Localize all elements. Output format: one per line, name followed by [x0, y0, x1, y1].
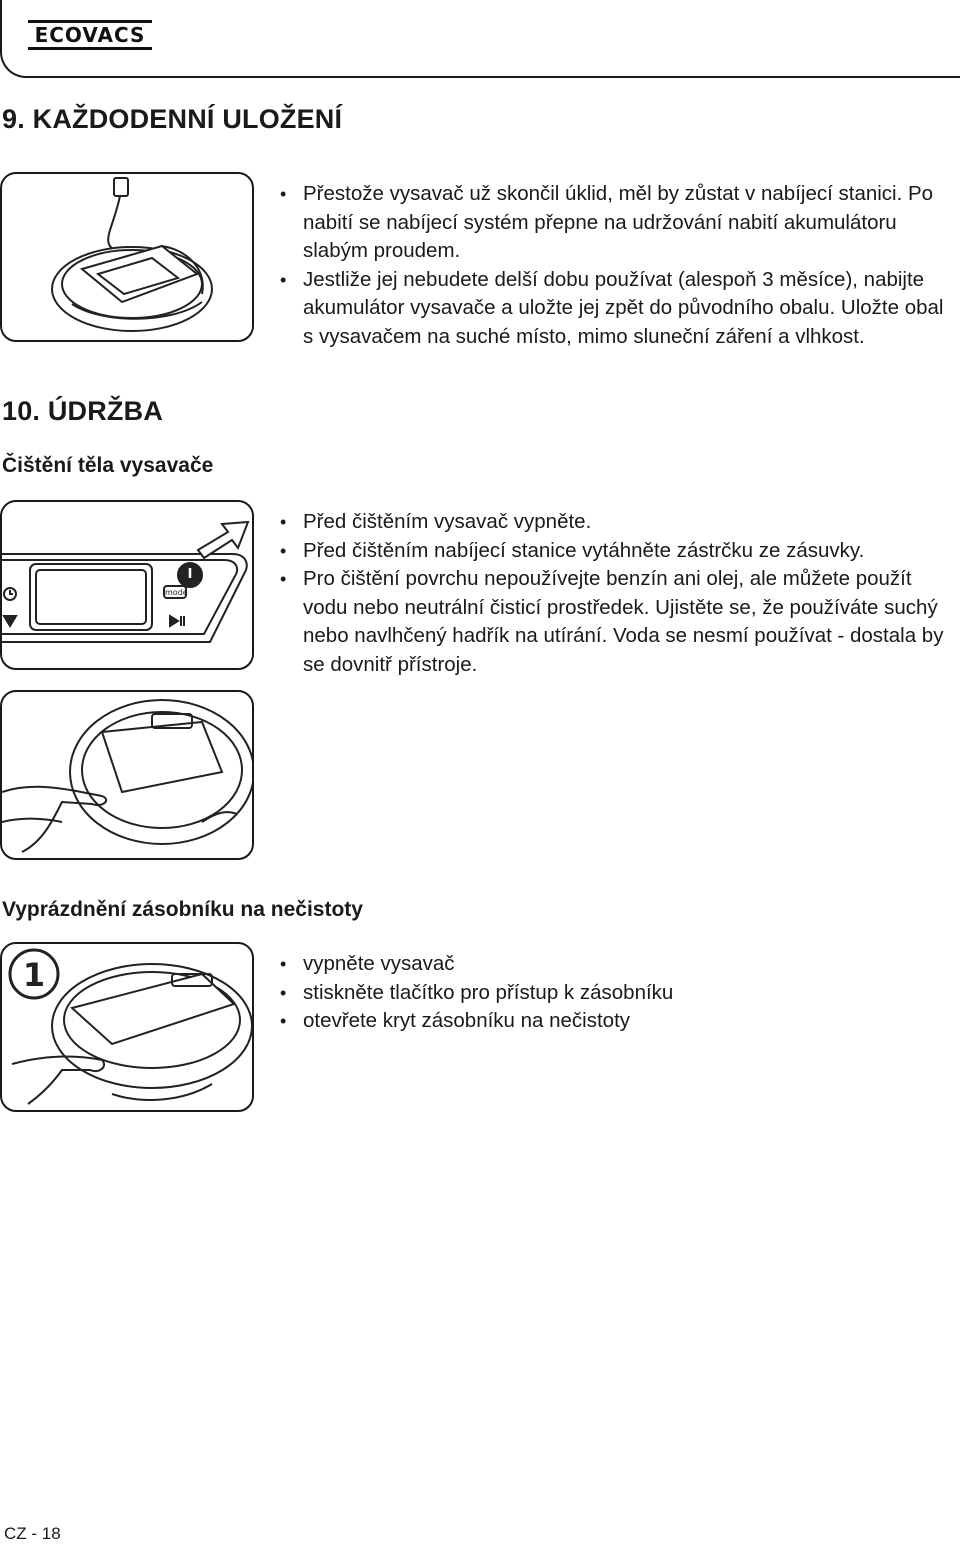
section-10-title: 10. ÚDRŽBA [2, 396, 164, 426]
cleaning-subtitle: Čištění těla vysavače [2, 454, 214, 477]
emptying-step-illustration [0, 942, 254, 1112]
robot-open-dustbin-image [2, 944, 252, 1110]
list-item: • otevřete kryt zásobníku na nečistoty [277, 1007, 947, 1036]
step-number: 1 [22, 956, 46, 994]
list-item: • Před čištěním vysavač vypněte. [277, 508, 947, 537]
emptying-subtitle: Vyprázdnění zásobníku na nečistoty [2, 898, 363, 921]
storage-illustration [0, 172, 254, 342]
page-number: CZ - 18 [4, 1524, 61, 1543]
cleaning-bullet-list [277, 508, 947, 679]
section-9-bullet-list [277, 180, 947, 351]
emptying-bullet-list [277, 950, 947, 1036]
list-item: • Jestliže jej nebudete delší dobu používat (alespoň 3 měsíce), nabijte akumulátor vysavače a uložte jej zpět do původního obalu. Uložte obal s vysavačem na suché místo, mimo sluneční záření a vlhkost. [277, 266, 947, 352]
ecovacs-logo [28, 20, 152, 50]
robot-wiping-image [2, 692, 252, 858]
list-item: • vypněte vysavač [277, 950, 947, 979]
list-item: • Přestože vysavač už skončil úklid, měl by zůstat v nabíjecí stanici. Po nabití se nabíjecí systém přepne na udržování nabití akumulátoru slabým proudem. [277, 180, 947, 266]
power-off-illustration [0, 500, 254, 670]
list-item: • stiskněte tlačítko pro přístup k zásobníku [277, 979, 947, 1008]
robot-in-charging-dock-image [2, 174, 252, 340]
wiping-illustration [0, 690, 254, 860]
mode-label: mode [165, 588, 188, 597]
control-panel-image [2, 502, 252, 668]
list-item: • Pro čištění povrchu nepoužívejte benzín ani olej, ale můžete použít vodu nebo neutrální čisticí prostředek. Ujistěte se, že používáte suchý nebo navlhčený hadřík na utírání. Voda se nesmí používat - dostala by se dovnitř přístroje. [277, 565, 947, 679]
logo-text: ECOVACS [34, 23, 146, 47]
list-item: • Před čištěním nabíjecí stanice vytáhněte zástrčku ze zásuvky. [277, 537, 947, 566]
section-9-title: 9. KAŽDODENNÍ ULOŽENÍ [2, 104, 343, 134]
